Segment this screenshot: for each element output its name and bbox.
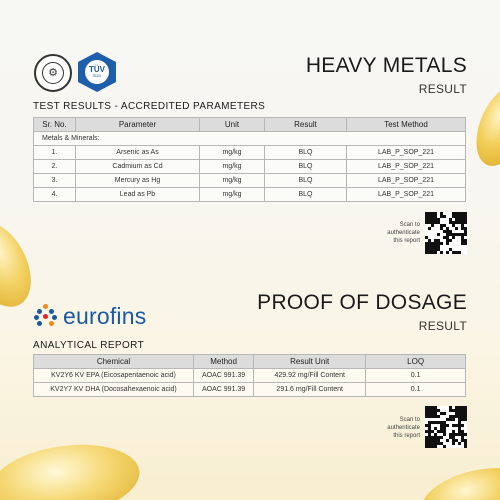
- parameter-cell: Mercury as Hg: [76, 174, 200, 188]
- softgel-capsule-image: [466, 78, 500, 173]
- parameter-cell: Lead as Pb: [76, 188, 200, 202]
- column-header: Sr. No.: [34, 118, 76, 132]
- softgel-capsule-image: [0, 210, 44, 318]
- qr-code-icon[interactable]: [425, 406, 467, 448]
- table-row: [34, 188, 466, 202]
- result-cell: BLQ: [265, 146, 347, 160]
- scan-line: authenticate: [387, 425, 420, 432]
- parameter-cell: Cadmium as Cd: [76, 160, 200, 174]
- eurofins-wordmark: eurofins: [63, 302, 147, 329]
- softgel-capsule-image: [0, 436, 144, 500]
- scan-line: this report: [393, 433, 420, 440]
- proof-of-dosage-heading: [257, 292, 467, 333]
- unit-cell: mg/kg: [200, 146, 265, 160]
- column-header: Parameter: [76, 118, 200, 132]
- column-header: Method: [194, 355, 254, 369]
- column-header: Result Unit: [254, 355, 366, 369]
- scan-line: Scan to: [399, 417, 420, 423]
- chemical-cell: KV2Y7 KV DHA (Docosahexaenoic acid): [34, 383, 194, 397]
- table-group-row: [34, 132, 466, 146]
- heavy-metals-title: HEAVY METALS: [305, 54, 467, 77]
- method-cell: LAB_P_SOP_221: [347, 188, 466, 202]
- sr-cell: 1.: [34, 146, 76, 160]
- heavy-metals-heading: [306, 55, 467, 96]
- qr-code-icon[interactable]: [425, 212, 467, 254]
- eurofins-logo: [34, 304, 146, 328]
- column-header: Result: [265, 118, 347, 132]
- method-cell: AOAC 991.39: [194, 383, 254, 397]
- sr-cell: 2.: [34, 160, 76, 174]
- proof-of-dosage-subtitle: RESULT: [418, 319, 467, 333]
- loq-cell: 0.1: [366, 369, 466, 383]
- unit-cell: mg/kg: [200, 174, 265, 188]
- unit-cell: mg/kg: [200, 160, 265, 174]
- result-unit-cell: 291.6 mg/Fill Content: [254, 383, 366, 397]
- column-header: Test Method: [347, 118, 466, 132]
- result-cell: BLQ: [265, 160, 347, 174]
- table-row: [34, 369, 466, 383]
- result-unit-cell: 429.92 mg/Fill Content: [254, 369, 366, 383]
- scan-line: authenticate: [387, 230, 420, 237]
- accreditation-seal-logo: [34, 54, 72, 92]
- parameter-cell: Arsenic as As: [76, 146, 200, 160]
- table-row: [34, 160, 466, 174]
- tuv-sud-logo: [78, 52, 116, 92]
- method-cell: LAB_P_SOP_221: [347, 174, 466, 188]
- sr-cell: 3.: [34, 174, 76, 188]
- table-row: [34, 383, 466, 397]
- softgel-capsule-image: [415, 458, 500, 500]
- heavy-metals-subtitle: RESULT: [418, 82, 467, 96]
- column-header: Unit: [200, 118, 265, 132]
- scan-line: Scan to: [399, 222, 420, 228]
- tuv-logo-text: TÜV: [89, 65, 105, 74]
- scan-to-authenticate-text: [360, 221, 420, 245]
- column-header: LOQ: [366, 355, 466, 369]
- unit-cell: mg/kg: [200, 188, 265, 202]
- analytical-report-section-title: ANALYTICAL REPORT: [33, 340, 145, 351]
- tuv-logo-subtext: SÜD: [92, 73, 102, 78]
- eurofins-dots-icon: [34, 304, 58, 328]
- table-header-row: [34, 355, 466, 369]
- dosage-table: [33, 354, 466, 397]
- method-cell: LAB_P_SOP_221: [347, 160, 466, 174]
- heavy-metals-table: [33, 117, 466, 202]
- group-label: Metals & Minerals:: [34, 132, 466, 146]
- method-cell: AOAC 991.39: [194, 369, 254, 383]
- scan-to-authenticate-text: [360, 416, 420, 440]
- table-row: [34, 146, 466, 160]
- scan-line: this report: [393, 238, 420, 245]
- column-header: Chemical: [34, 355, 194, 369]
- proof-of-dosage-title: PROOF OF DOSAGE: [257, 291, 467, 314]
- chemical-cell: KV2Y6 KV EPA (Eicosapentaenoic acid): [34, 369, 194, 383]
- sr-cell: 4.: [34, 188, 76, 202]
- table-row: [34, 174, 466, 188]
- loq-cell: 0.1: [366, 383, 466, 397]
- result-cell: BLQ: [265, 188, 347, 202]
- gear-seal-icon: ⚙: [48, 66, 58, 79]
- test-results-section-title: TEST RESULTS - ACCREDITED PARAMETERS: [33, 101, 266, 112]
- method-cell: LAB_P_SOP_221: [347, 146, 466, 160]
- result-cell: BLQ: [265, 174, 347, 188]
- table-header-row: [34, 118, 466, 132]
